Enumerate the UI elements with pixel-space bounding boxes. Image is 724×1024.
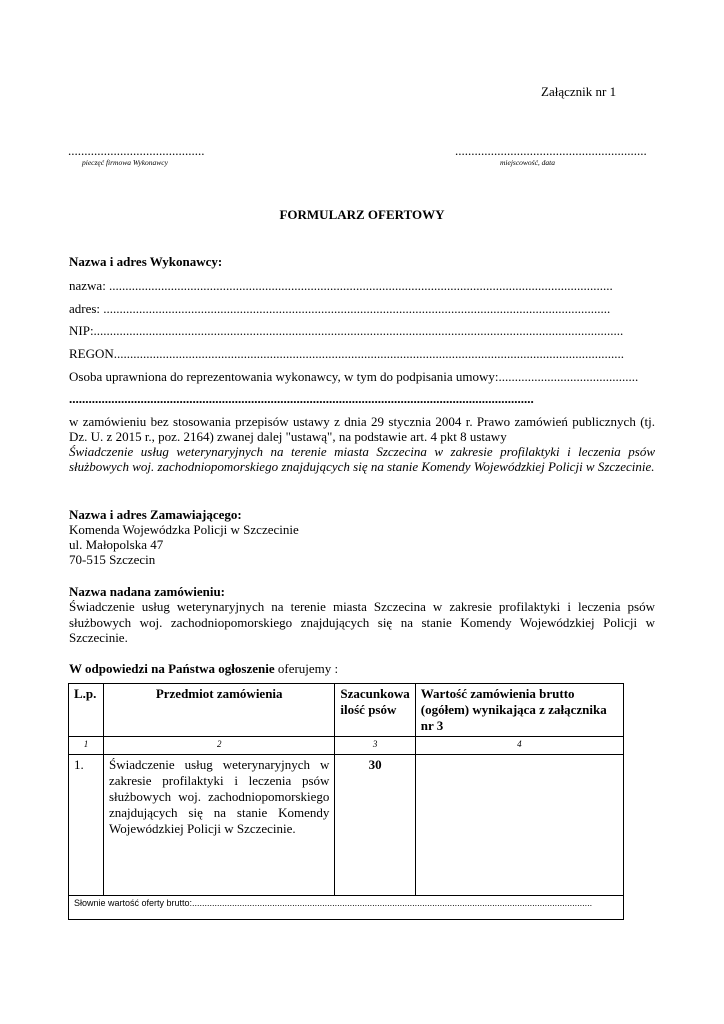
header-lp: L.p. bbox=[69, 684, 104, 737]
stamp-dots: .......................................... bbox=[68, 143, 205, 158]
row-count: 30 bbox=[335, 755, 415, 896]
page-title: FORMULARZ OFERTOWY bbox=[279, 207, 445, 222]
ordering-party-heading: Nazwa i adres Zamawiającego: bbox=[69, 507, 242, 522]
offer-intro-bold: W odpowiedzi na Państwa ogłoszenie bbox=[69, 661, 275, 676]
contractor-address-field[interactable]: adres: ............................................................................................................................................................ bbox=[69, 301, 611, 316]
offer-table bbox=[68, 683, 624, 920]
header-count: Szacunkowa ilość psów bbox=[335, 684, 415, 737]
header-subject: Przedmiot zamówienia bbox=[103, 684, 334, 737]
stamp-label: pieczęć firmowa Wykonawcy bbox=[82, 158, 168, 167]
contractor-heading: Nazwa i adres Wykonawcy: bbox=[69, 254, 223, 269]
ordering-party-line: 70-515 Szczecin bbox=[69, 552, 156, 567]
row-subject: Świadczenie usług weterynaryjnych w zakresie profilaktyki i leczenia psów służbowych woj. zachodniopomorskiego znajdujących się na stanie Komendy Wojewódzkiej Policji w Szczecinie. bbox=[103, 755, 334, 896]
attachment-label: Załącznik nr 1 bbox=[541, 84, 617, 99]
offer-intro bbox=[69, 661, 338, 676]
order-name-heading: Nazwa nadana zamówieniu: bbox=[69, 584, 226, 599]
words-row bbox=[69, 896, 624, 920]
ordering-party-line: Komenda Wojewódzka Policji w Szczecinie bbox=[69, 522, 299, 537]
column-number: 4 bbox=[415, 737, 623, 755]
column-number: 1 bbox=[69, 737, 104, 755]
order-name-text: Świadczenie usług weterynaryjnych na terenie miasta Szczecina w zakresie profilaktyki i leczenia psów służbowych woj. zachodniopomorskiego znajdujących się na stanie Komendy Wojewódzkiej Policji w Szczecinie. bbox=[69, 599, 655, 645]
column-number: 2 bbox=[103, 737, 334, 755]
contractor-nip-field[interactable]: NIP:................................................................................................................................................................... bbox=[69, 323, 624, 338]
place-date-label: miejscowość, data bbox=[500, 158, 555, 167]
place-date-dots: ........................................................... bbox=[455, 143, 647, 158]
row-value-field[interactable] bbox=[415, 755, 623, 896]
legal-basis-text: w zamówieniu bez stosowania przepisów ustawy z dnia 29 stycznia 2004 r. Prawo zamówień publicznych (tj. Dz. U. z 2015 r., poz. 2164) zwanej dalej "ustawą", na podstawie art. 4 pkt 8 ustawy bbox=[69, 414, 655, 444]
contractor-regon-field[interactable]: REGON............................................................................................................................................................. bbox=[69, 346, 625, 361]
legal-subject-italic: Świadczenie usług weterynaryjnych na terenie miasta Szczecina w zakresie profilaktyki i leczenia psów służbowych woj. zachodniopomorskiego znajdujących się na stanie Komendy Wojewódzkiej Policji w Szczecinie. bbox=[69, 444, 655, 474]
column-number-row bbox=[69, 737, 624, 755]
offer-intro-normal: oferujemy : bbox=[274, 661, 339, 676]
value-in-words-field[interactable]: Słownie wartość oferty brutto:................................................................................................................................................................ bbox=[69, 896, 624, 920]
column-number: 3 bbox=[335, 737, 415, 755]
ordering-party-line: ul. Małopolska 47 bbox=[69, 537, 164, 552]
contractor-name-field[interactable]: nazwa: ........................................................................................................................................................... bbox=[69, 278, 613, 293]
authorized-person-field[interactable]: Osoba uprawniona do reprezentowania wykonawcy, w tym do podpisania umowy:........................................... bbox=[69, 369, 639, 384]
contractor-extra-field[interactable]: ............................................................................................................................................... bbox=[69, 391, 534, 406]
header-value: Wartość zamówienia brutto (ogółem) wynikająca z załącznika nr 3 bbox=[415, 684, 623, 737]
table-header-row bbox=[69, 684, 624, 737]
row-lp: 1. bbox=[69, 755, 104, 896]
table-row bbox=[69, 755, 624, 896]
